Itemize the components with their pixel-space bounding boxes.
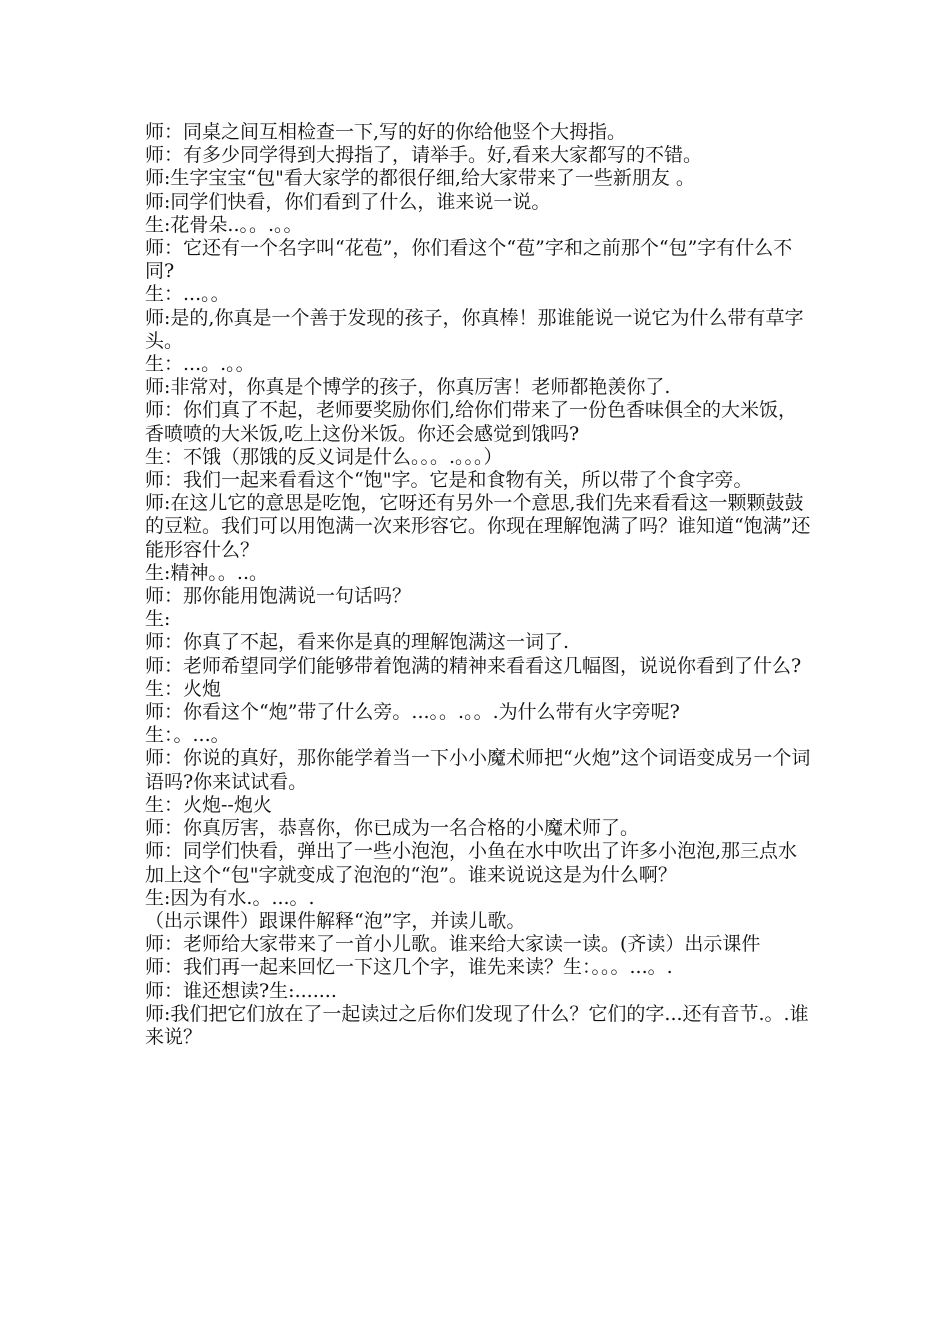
paragraph: 生：...。。 (145, 283, 230, 306)
paragraph: 师：你看这个“炮”带了什么旁。...。。.。。.为什么带有火字旁呢? (145, 701, 680, 724)
paragraph: 师：老师希望同学们能够带着饱满的精神来看看这几幅图，说说你看到了什么? (145, 654, 802, 677)
paragraph: 师：你真了不起，看来你是真的理解饱满这一词了. (145, 631, 570, 654)
paragraph: 师：它还有一个名字叫“花苞”，你们看这个“苞”字和之前那个“包”字有什么不同? (145, 237, 793, 283)
paragraph: 师:生字宝宝“包"看大家学的都很仔细,给大家带来了一些新朋友 。 (145, 167, 695, 190)
paragraph: 生：。...。 (145, 724, 230, 747)
paragraph: 生: (145, 608, 171, 631)
paragraph: 师：那你能用饱满说一句话吗？ (145, 585, 412, 608)
paragraph: 师:是的,你真是一个善于发现的孩子，你真棒！那谁能说一说它为什么带有草字头。 (145, 306, 804, 352)
paragraph: 师：老师给大家带来了一首小儿歌。谁来给大家读一读。(齐读）出示课件 (145, 933, 761, 956)
paragraph: 师：有多少同学得到大拇指了，请举手。好,看来大家都写的不错。 (145, 144, 703, 167)
document-body (145, 121, 815, 1049)
paragraph: 生：火炮 (145, 677, 222, 700)
paragraph: 师：同桌之间互相检查一下,写的好的你给他竖个大拇指。 (145, 121, 627, 143)
paragraph: 师：我们一起来看看这个“饱"字。它是和食物有关，所以带了个食字旁。 (145, 469, 753, 492)
paragraph: 生：不饿（那饿的反义词是什么。。。.。。。） (145, 445, 503, 468)
paragraph: （出示课件）跟课件解释“泡”字，并读儿歌。 (145, 909, 526, 932)
paragraph: 师：你说的真好，那你能学着当一下小小魔术师把“火炮”这个词语变成另一个词语吗?你来试试看。 (145, 747, 811, 793)
paragraph: 生：火炮--炮火 (145, 793, 272, 816)
paragraph: 师:同学们快看，你们看到了什么，谁来说一说。 (145, 190, 551, 213)
paragraph: 生:因为有水.。...。. (145, 886, 315, 909)
paragraph: 师:在这儿它的意思是吃饱，它呀还有另外一个意思,我们先来看看这一颗颗鼓鼓的豆粒。我们可以用饱满一次来形容它。你现在理解饱满了吗？谁知道“饱满”还能形容什么？ (145, 492, 811, 561)
paragraph: 师：你真厉害，恭喜你，你已成为一名合格的小魔术师了。 (145, 817, 640, 840)
paragraph: 生:花骨朵..。。.。。 (145, 213, 303, 236)
paragraph: 师：谁还想读?生:....... (145, 979, 337, 1002)
paragraph: 师：你们真了不起，老师要奖励你们,给你们带来了一份色香味俱全的大米饭，香喷喷的大米饭,吃上这份米饭。你还会感觉到饿吗? (145, 399, 798, 445)
paragraph: 生:精神。。..。 (145, 561, 268, 584)
paragraph: 生：...。.。。 (145, 353, 255, 376)
paragraph: 师:非常对，你真是个博学的孩子，你真厉害！老师都艳羡你了. (145, 376, 671, 399)
paragraph: 师：我们再一起来回忆一下这几个字，谁先来读？生：。。。...。. (145, 956, 673, 979)
paragraph: 师:我们把它们放在了一起读过之后你们发现了什么？它们的字...还有音节.。.谁来说？ (145, 1002, 809, 1048)
paragraph: 师：同学们快看，弹出了一些小泡泡，小鱼在水中吹出了许多小泡泡,那三点水加上这个“包"字就变成了泡泡的“泡”。谁来说说这是为什么啊？ (145, 840, 798, 886)
